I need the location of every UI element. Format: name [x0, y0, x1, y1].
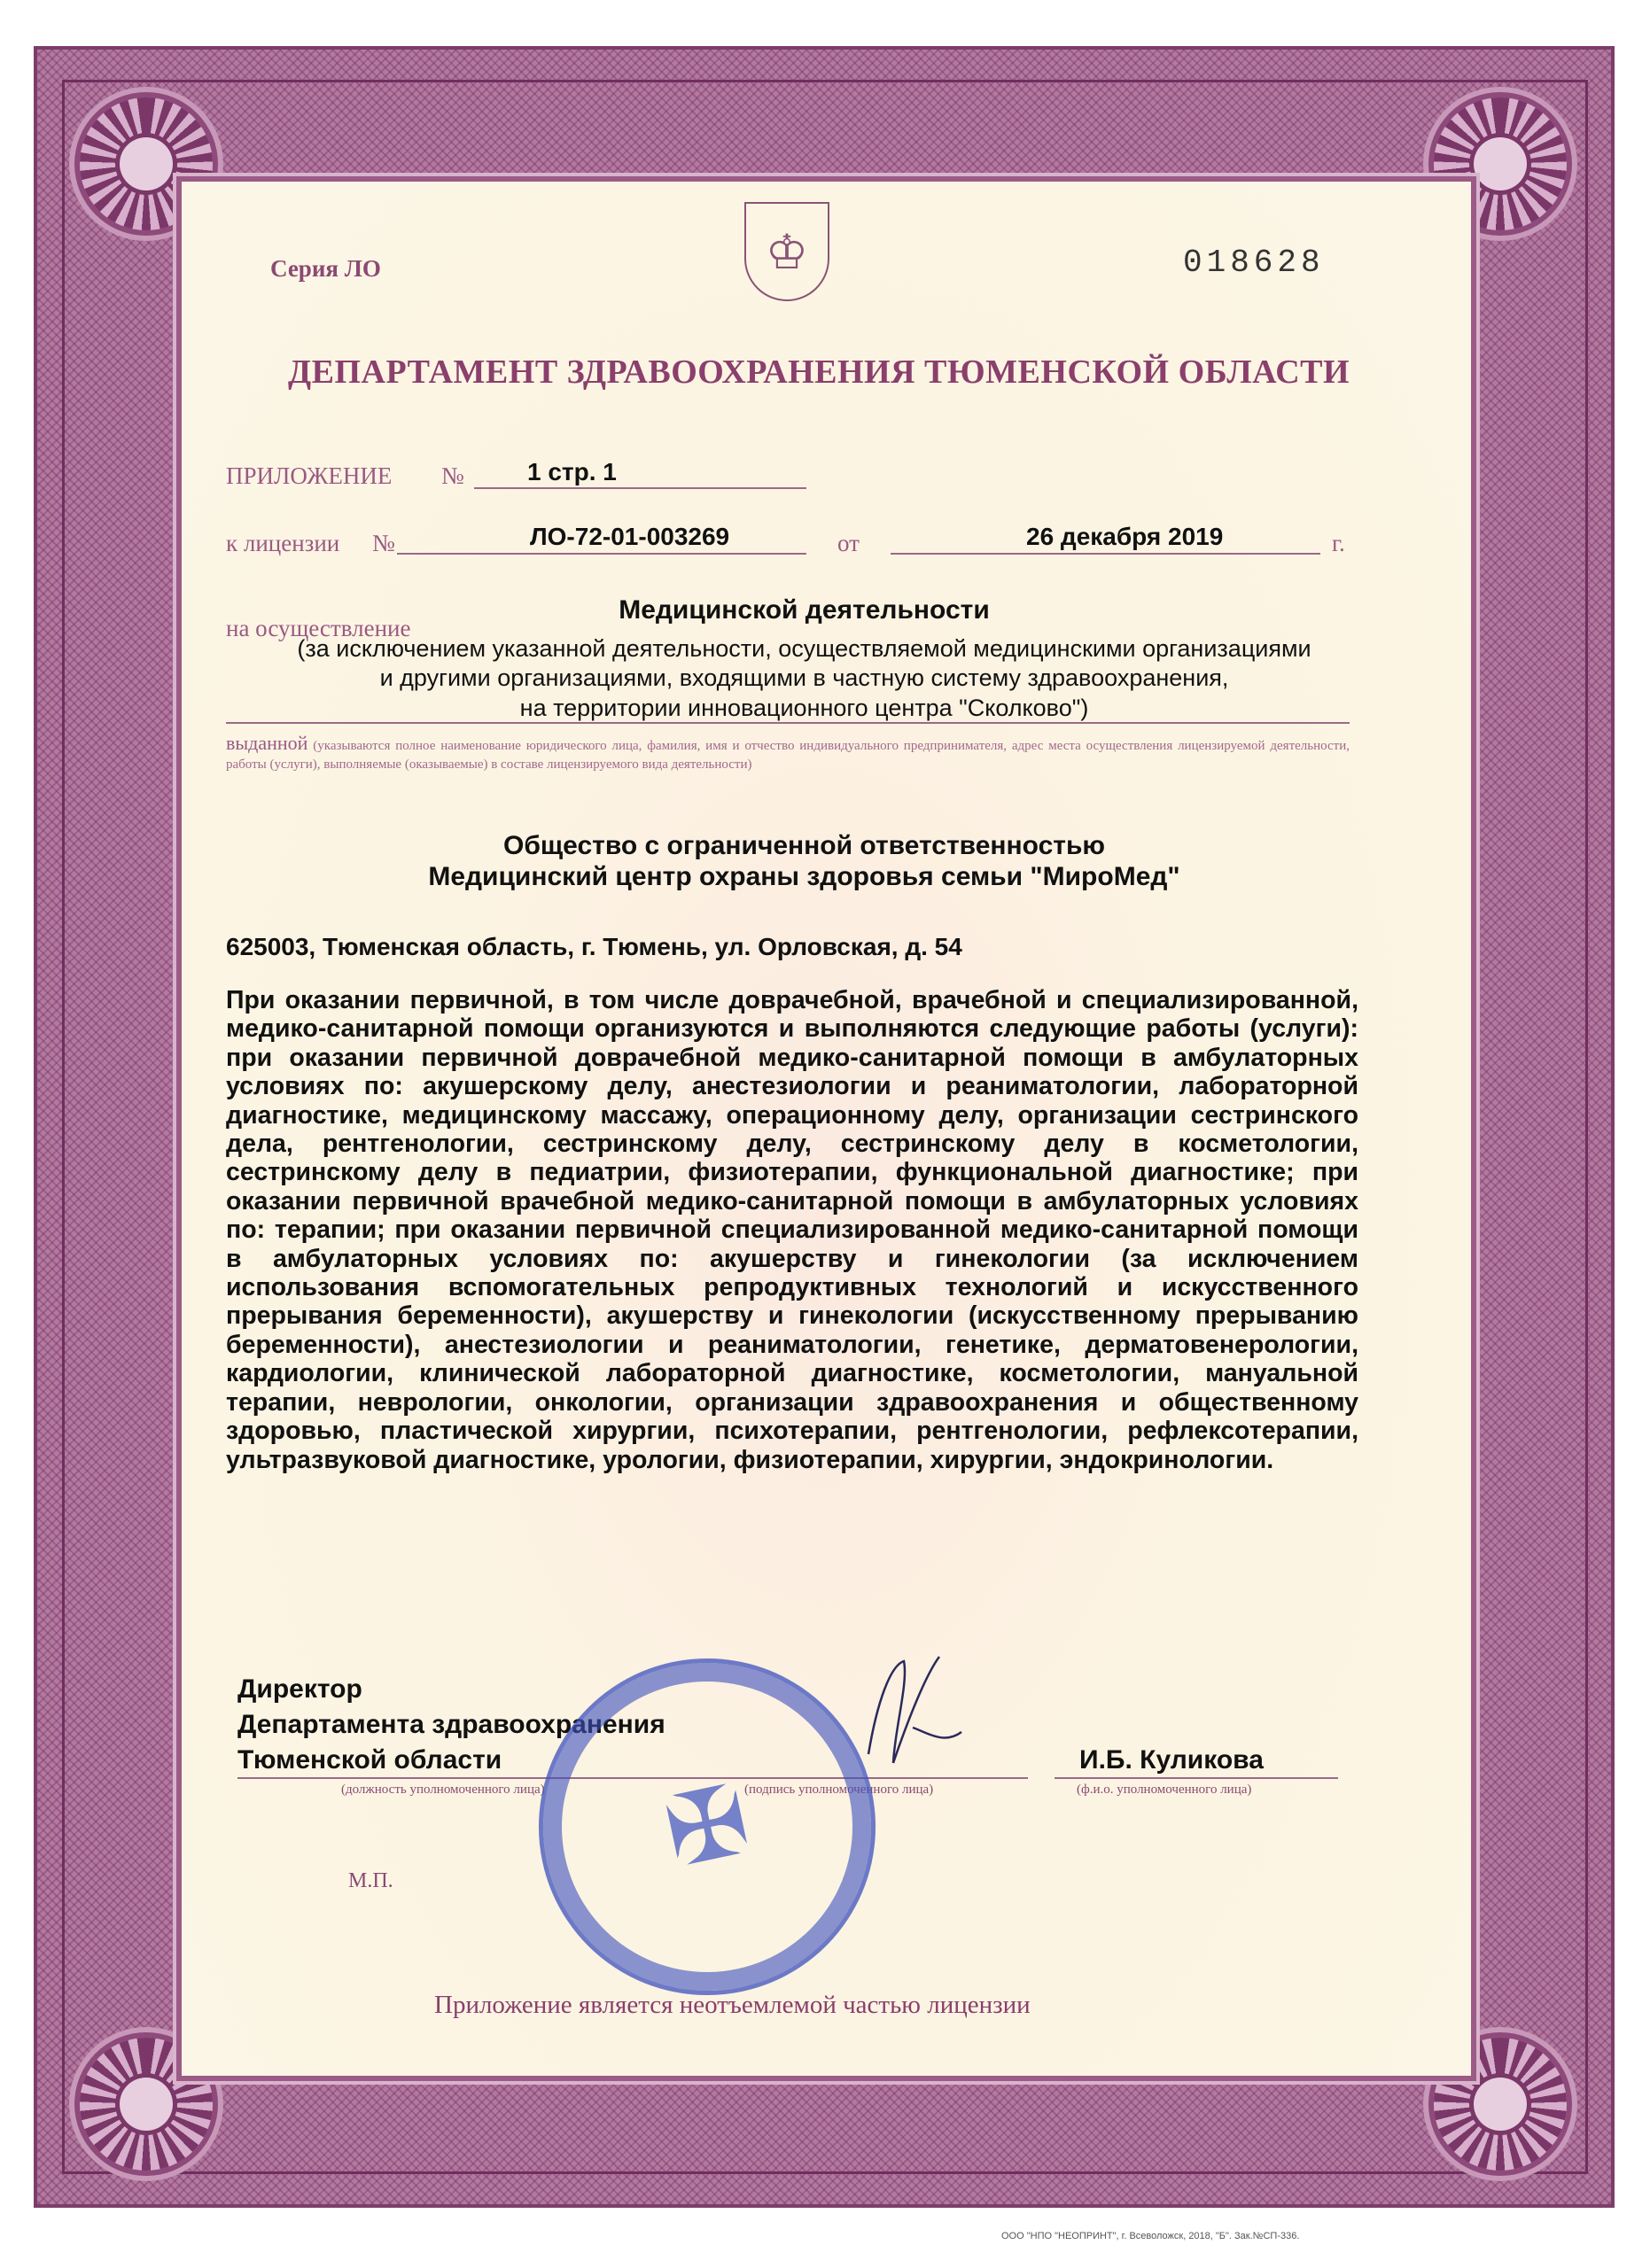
seal-label: М.П.	[348, 1869, 393, 1892]
license-label: к лицензии	[226, 530, 340, 556]
eagle-emblem-icon: ✠	[656, 1764, 759, 1889]
position-line: Тюменской области	[237, 1745, 502, 1775]
caption-name: (ф.и.о. уполномоченного лица)	[1077, 1783, 1252, 1797]
issued-note-text: (указываются полное наименование юридического лица, фамилия, имя и отчество индивидуального предпринимателя, адрес места осуществления лицензируемой деятельности, работы (услуги), выполняемые (оказываемые) в составе лицензируемого вида деятельности)	[226, 739, 1350, 772]
issued-label: выданной	[226, 732, 308, 754]
position-line: Департамента здравоохранения	[237, 1710, 665, 1739]
from-label: от	[837, 530, 860, 556]
position-line: Директор	[237, 1674, 362, 1704]
services-list: При оказании первичной, в том числе доврачебной, врачебной и специализированной, медико-санитарной помощи организуются и выполняются следующие работы (услуги): при оказании первичной доврачебной медико-санитарной помощи в амбулаторных условиях по: акушерскому делу, анестезиологии и реаниматологии, лабораторной диагностике, медицинскому массажу, операционному делу, организации сестринского дела, рентгенологии, сестринскому делу, сестринскому делу в косметологии, сестринскому делу в педиатрии, физиотерапии, функциональной диагностике; при оказании первичной врачебной медико-санитарной помощи в амбулаторных условиях по: терапии; при оказании первичной специализированной медико-санитарной помощи в амбулаторных условиях по: акушерству и гинекологии (за исключением использования вспомогательных репродуктивных технологий и искусственного прерывания беременности), акушерству и гинекологии (искусственному прерыванию беременности), анестезиологии и реаниматологии, генетике, дерматовенерологии, кардиологии, клинической лабораторной диагностике, косметологии, мануальной терапии, неврологии, онкологии, организации здравоохранения и общественному здоровью, пластической хирургии, психотерапии, рентгенологии, рефлексотерапии, ультразвуковой диагностике, урологии, физиотерапии, хирургии, эндокринологии.	[226, 986, 1358, 1474]
activity-title: Медицинской деятельности	[619, 595, 990, 625]
printer-info: ООО "НПО "НЕОПРИНТ", г. Всеволожск, 2018, "Б". Зак.№СП-336.	[1001, 2231, 1300, 2241]
department-title: ДЕПАРТАМЕНТ ЗДРАВООХРАНЕНИЯ ТЮМЕНСКОЙ ОБЛАСТИ	[288, 353, 1350, 391]
caption-position: (должность уполномоченного лица)	[341, 1783, 545, 1797]
underline	[474, 487, 806, 489]
license-date: 26 декабря 2019	[1026, 523, 1224, 550]
organization-name: Общество с ограниченной ответственностью	[502, 831, 1106, 860]
license-number-sign: №	[372, 530, 395, 556]
appendix-value: 1 стр. 1	[527, 458, 617, 485]
address: 625003, Тюменская область, г. Тюмень, ул. Орловская, д. 54	[226, 933, 962, 960]
organization-name: Медицинский центр охраны здоровья семьи "МироМед"	[428, 862, 1180, 891]
form-number: 018628	[1183, 245, 1325, 281]
issued-note	[226, 734, 1350, 774]
signatory-name: И.Б. Куликова	[1079, 1745, 1264, 1775]
appendix-label: ПРИЛОЖЕНИЕ	[226, 462, 393, 489]
series-label: Серия ЛО	[270, 255, 381, 282]
underline	[891, 553, 1320, 555]
license-number: ЛО-72-01-003269	[530, 523, 730, 550]
coat-of-arms-icon: ♔	[744, 202, 829, 301]
footer-note: Приложение является неотъемлемой частью лицензии	[434, 1991, 1031, 2019]
activity-line: и другими организациями, входящими в частную систему здравоохранения,	[379, 664, 1229, 691]
activity-line: на территории инновационного центра "Сколково")	[519, 695, 1089, 721]
year-suffix: г.	[1332, 530, 1345, 556]
caption-signature: (подпись уполномоченного лица)	[744, 1783, 934, 1797]
handwritten-signature	[842, 1648, 966, 1781]
underline	[1055, 1777, 1338, 1779]
underline	[226, 722, 1350, 724]
activity-label: на осуществление	[226, 615, 411, 641]
activity-line: (за исключением указанной деятельности, осуществляемой медицинскими организациями	[297, 635, 1311, 662]
appendix-number-sign: №	[441, 462, 464, 489]
underline	[397, 553, 806, 555]
